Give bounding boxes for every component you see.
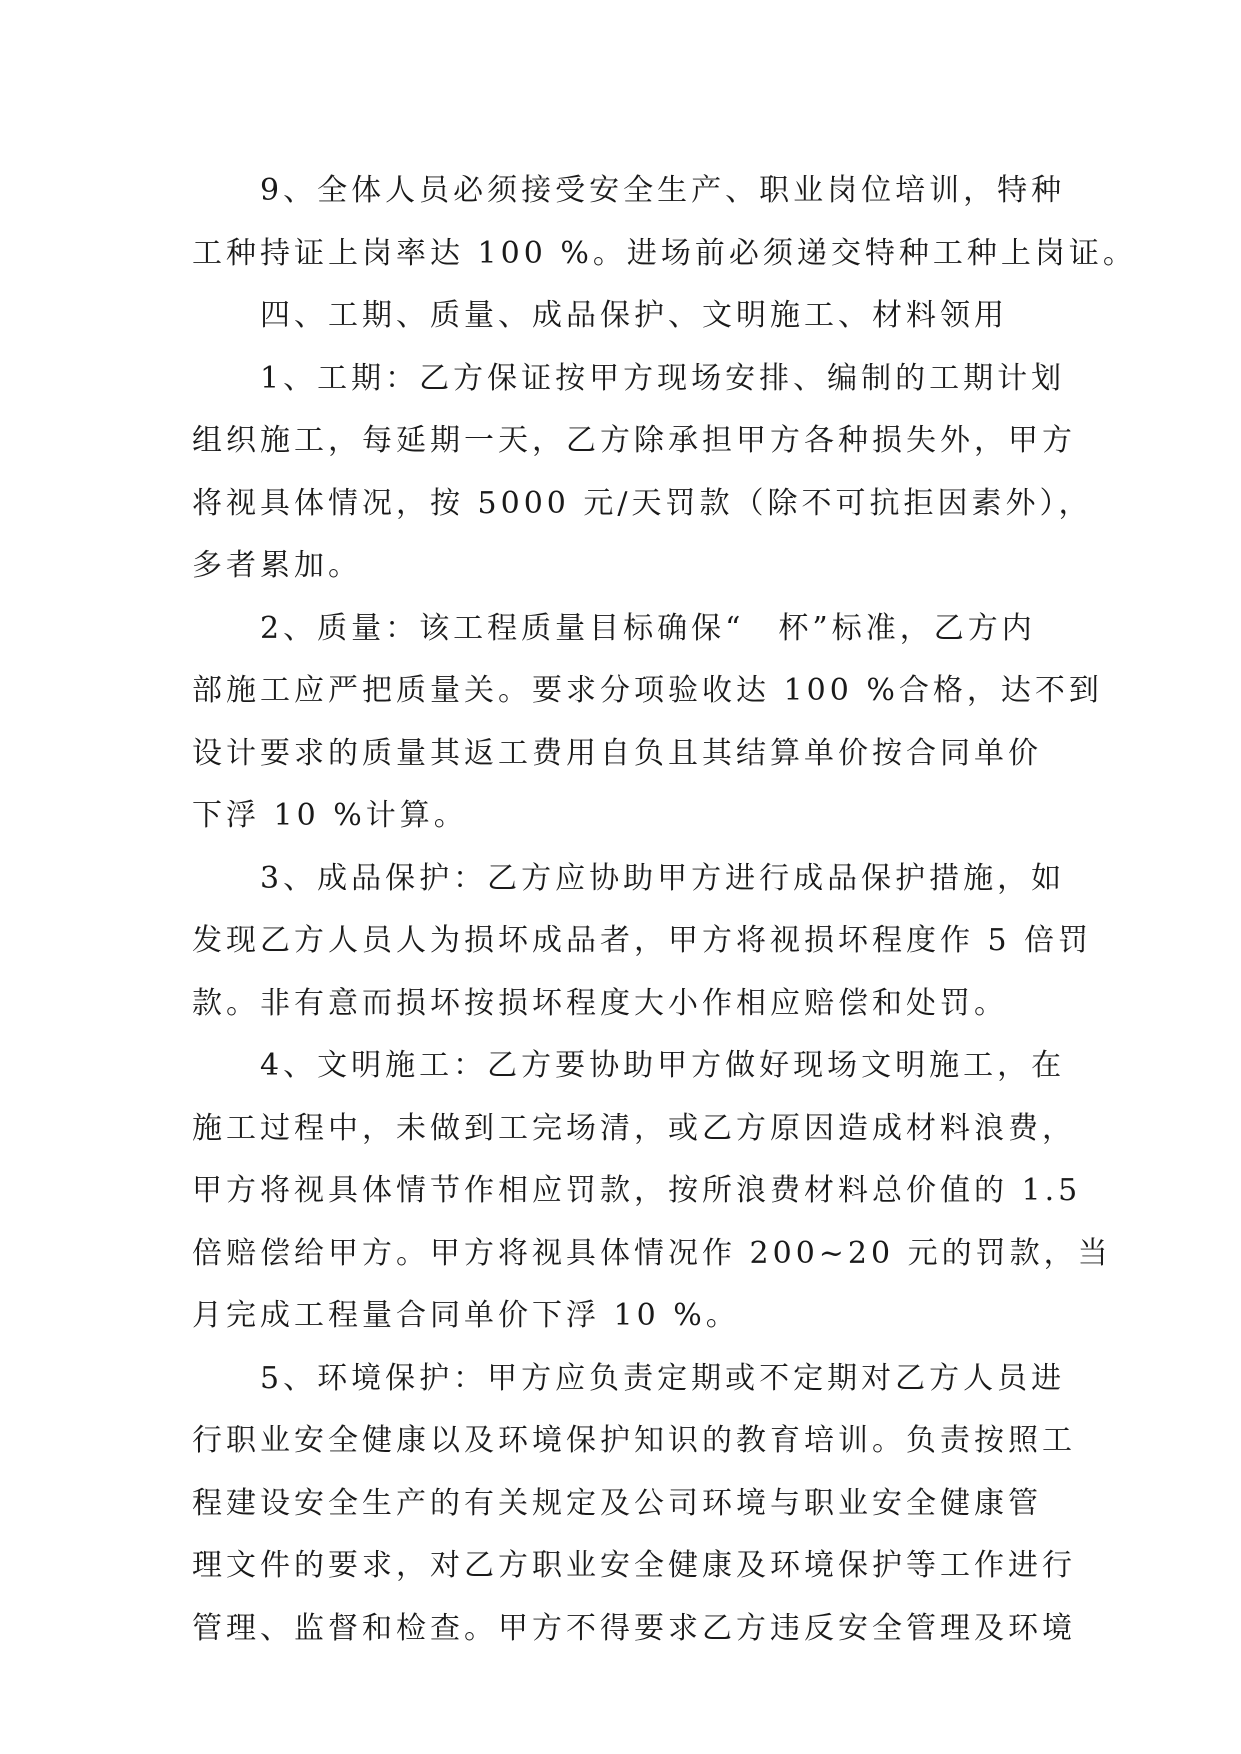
text-line: 倍赔偿给甲方。甲方将视具体情况作 200~20 元的罚款，当 <box>192 1235 1112 1271</box>
text-line: 部施工应严把质量关。要求分项验收达 100 %合格，达不到 <box>192 673 1103 708</box>
text-line: 工种持证上岗率达 100 %。进场前必须递交特种工种上岗证。 <box>192 235 1137 271</box>
text-line: 甲方将视具体情节作相应罚款，按所浪费材料总价值的 1.5 <box>192 1173 1082 1208</box>
text-line: 月完成工程量合同单价下浮 10 %。 <box>192 1298 740 1333</box>
paragraph-schedule <box>192 348 1093 598</box>
paragraph-item-9 <box>192 160 1137 285</box>
text-line: 3、成品保护：乙方应协助甲方进行成品保护措施，如 <box>260 860 1066 896</box>
body-text <box>192 160 1137 1660</box>
text-line: 下浮 10 %计算。 <box>192 798 468 833</box>
text-line: 发现乙方人员人为损坏成品者，甲方将视损坏程度作 5 倍罚 <box>192 923 1093 958</box>
paragraph-civilized-construction <box>192 1035 1112 1348</box>
text-line: 2、质量：该工程质量目标确保“ 杯”标准，乙方内 <box>260 610 1036 646</box>
text-line: 程建设安全生产的有关规定及公司环境与职业安全健康管 <box>192 1485 1042 1521</box>
text-line: 9、全体人员必须接受安全生产、职业岗位培训，特种 <box>260 173 1066 208</box>
section-heading <box>192 285 1072 348</box>
text-line: 组织施工，每延期一天，乙方除承担甲方各种损失外，甲方 <box>192 423 1076 458</box>
text-line: 四、工期、质量、成品保护、文明施工、材料领用 <box>260 298 1008 333</box>
text-line: 款。非有意而损坏按损坏程度大小作相应赔偿和处罚。 <box>192 985 1008 1021</box>
text-line: 多者累加。 <box>192 548 362 583</box>
paragraph-quality <box>192 598 1103 848</box>
text-line: 设计要求的质量其返工费用自负且其结算单价按合同单价 <box>192 735 1042 771</box>
text-line: 行职业安全健康以及环境保护知识的教育培训。负责按照工 <box>192 1423 1076 1458</box>
text-line: 管理、监督和检查。甲方不得要求乙方违反安全管理及环境 <box>192 1610 1076 1646</box>
paragraph-protection <box>192 848 1093 1036</box>
paragraph-environment <box>192 1348 1076 1661</box>
text-line: 将视具体情况，按 5000 元/天罚款（除不可抗拒因素外）， <box>192 485 1093 521</box>
text-line: 1、工期：乙方保证按甲方现场安排、编制的工期计划 <box>260 360 1066 396</box>
text-line: 施工过程中，未做到工完场清，或乙方原因造成材料浪费， <box>192 1110 1076 1146</box>
text-line: 5、环境保护：甲方应负责定期或不定期对乙方人员进 <box>260 1360 1066 1396</box>
text-line: 理文件的要求，对乙方职业安全健康及环境保护等工作进行 <box>192 1548 1076 1583</box>
text-line: 4、文明施工：乙方要协助甲方做好现场文明施工，在 <box>260 1048 1066 1083</box>
